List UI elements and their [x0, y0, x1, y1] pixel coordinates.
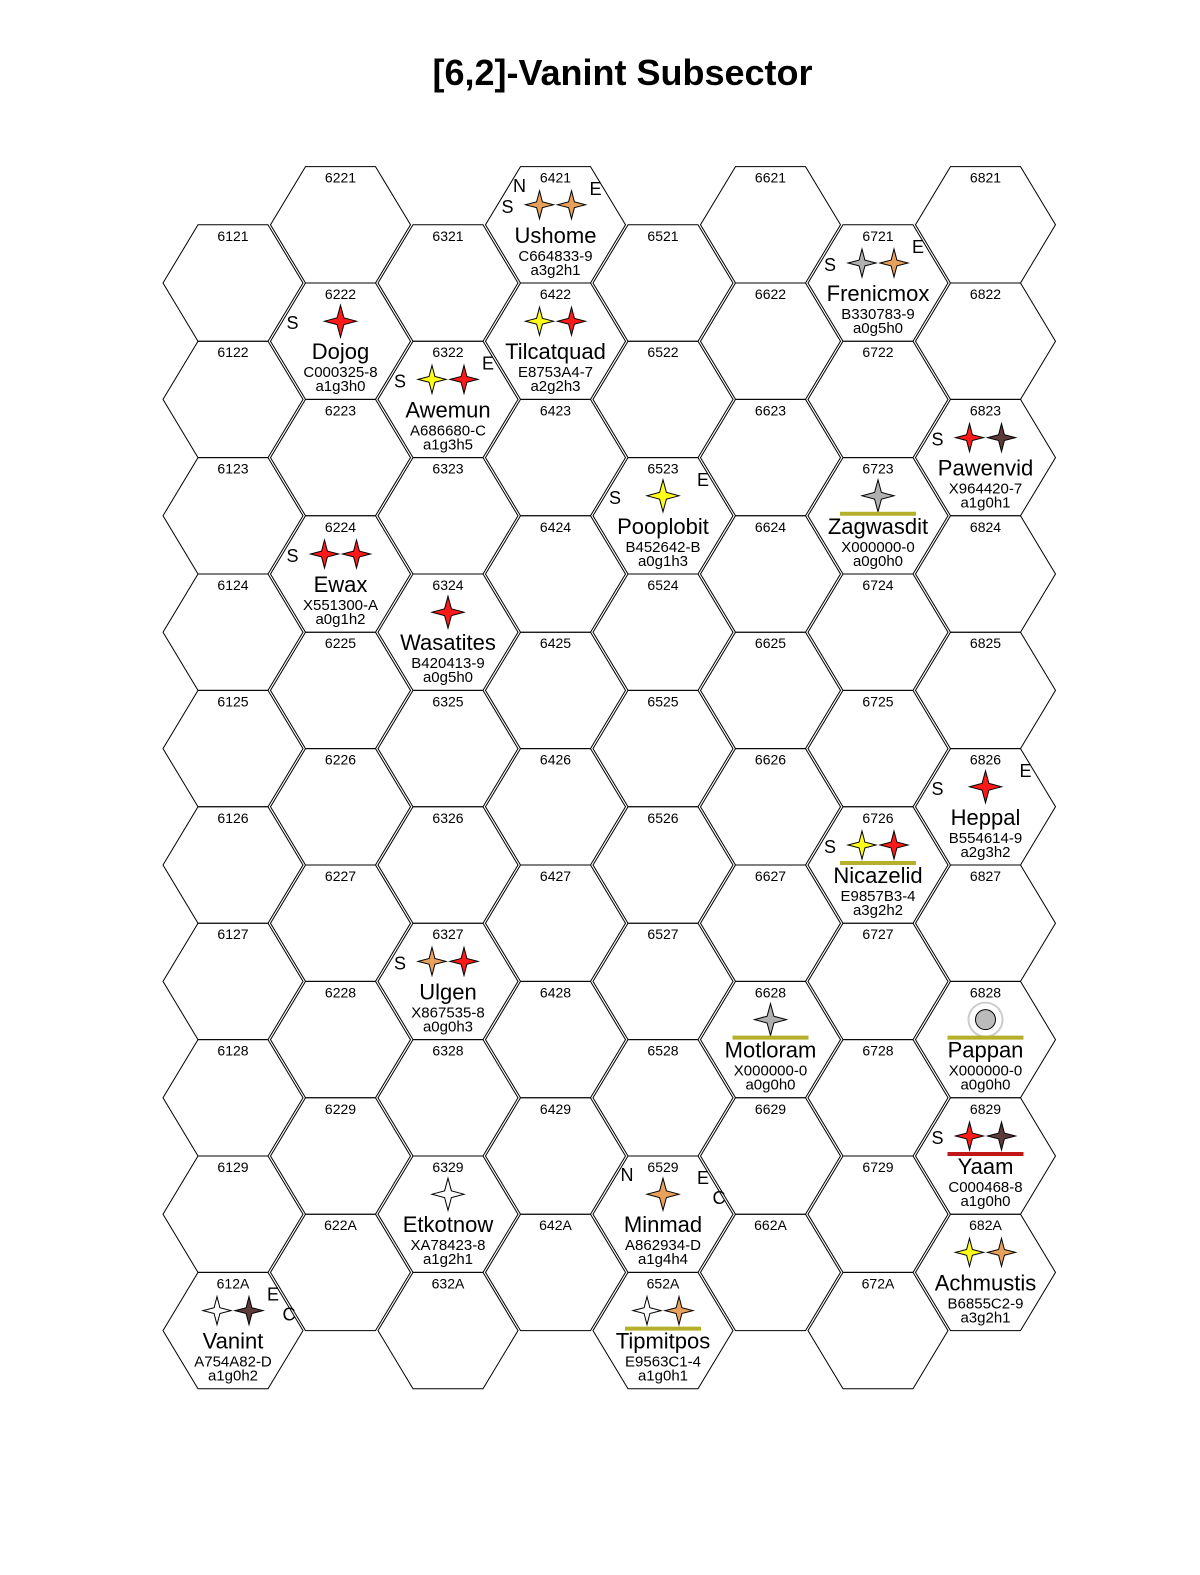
hex-cell[interactable] — [808, 1040, 948, 1156]
hex-number: 652A — [646, 1275, 680, 1292]
world-flag-e: E — [911, 237, 925, 257]
world-codes: a1g3h0 — [315, 378, 366, 396]
star-yellow-icon — [848, 831, 876, 859]
hex-cell[interactable] — [163, 225, 303, 341]
world-uwp: A754A82-D — [194, 1353, 272, 1371]
hex-cell[interactable] — [486, 1098, 626, 1214]
world-name: Dojog — [311, 339, 370, 365]
hex-number: 6527 — [647, 926, 679, 943]
hex-number: 6327 — [432, 926, 464, 943]
star-yellow-icon — [956, 1238, 984, 1266]
star-orange-icon — [418, 947, 446, 975]
hex-cell[interactable] — [486, 516, 626, 632]
hex-cell[interactable] — [486, 749, 626, 865]
hex-number: 6127 — [217, 926, 249, 943]
hex-number: 6724 — [862, 577, 894, 593]
hex-grid — [163, 167, 1056, 1389]
star-gray-icon — [755, 1004, 787, 1036]
hex-cell[interactable] — [378, 807, 518, 923]
hex-number: 6421 — [539, 169, 572, 186]
world-name: Frenicmox — [826, 281, 930, 306]
hex-number: 6125 — [217, 693, 249, 710]
star-red-icon — [450, 947, 478, 975]
world-name: Pooplobit — [617, 513, 709, 539]
hex-number: 6623 — [754, 402, 787, 419]
world-codes: a1g0h0 — [960, 1193, 1011, 1210]
world-ewax[interactable] — [286, 540, 378, 628]
world-name: Yaam — [957, 1154, 1014, 1179]
hex-number: 6729 — [862, 1159, 894, 1175]
star-white-icon — [432, 1178, 464, 1210]
hex-cell[interactable] — [486, 1214, 626, 1330]
hex-cell[interactable] — [163, 458, 303, 574]
hex-number: 6624 — [754, 518, 787, 535]
hex-cell[interactable] — [271, 865, 411, 981]
world-uwp: X000000-0 — [841, 538, 915, 556]
hex-number: 6528 — [647, 1042, 679, 1059]
hex-number: 6227 — [324, 868, 357, 884]
world-name: Awemun — [405, 397, 491, 423]
hex-cell[interactable] — [916, 865, 1056, 981]
hex-cell[interactable] — [701, 167, 841, 283]
world-achmustis[interactable] — [935, 1238, 1036, 1326]
world-codes: a3g2h2 — [852, 902, 904, 919]
world-flag-e: E — [481, 353, 495, 374]
hex-cell[interactable] — [271, 749, 411, 865]
hex-number: 6521 — [647, 227, 679, 244]
world-codes: a1g3h5 — [422, 436, 474, 454]
world-name: Pappan — [947, 1037, 1024, 1063]
world-heppal[interactable] — [931, 761, 1031, 861]
hex-number: 6626 — [754, 751, 787, 768]
hex-number: 682A — [969, 1217, 1002, 1234]
star-red-icon — [325, 305, 357, 337]
star-orange-icon — [665, 1297, 693, 1325]
world-uwp: XA78423-8 — [410, 1237, 486, 1255]
hex-number: 6225 — [324, 635, 357, 652]
hex-cell[interactable] — [701, 1214, 841, 1330]
world-flag-s: S — [823, 255, 837, 275]
hex-number: 6122 — [217, 344, 249, 361]
world-codes: a0g1h3 — [637, 552, 689, 570]
star-white-icon — [633, 1297, 661, 1325]
star-red-icon — [956, 1122, 984, 1150]
world-flag-n: N — [620, 1165, 634, 1186]
world-layer — [194, 176, 1036, 1385]
hex-number: 6223 — [324, 402, 357, 419]
world-name: Ushome — [514, 222, 597, 248]
world-flag-s: S — [393, 953, 407, 974]
world-flag-s: S — [931, 778, 944, 799]
world-codes: a1g0h1 — [960, 494, 1011, 512]
hex-number: 6126 — [217, 809, 249, 826]
world-name: Vanint — [202, 1328, 264, 1354]
star-red-icon — [450, 365, 478, 393]
star-red-icon — [558, 307, 586, 335]
hex-number: 6426 — [539, 751, 572, 768]
hex-number: 632A — [431, 1275, 465, 1292]
hex-cell[interactable] — [163, 807, 303, 923]
hex-number: 6321 — [432, 227, 464, 244]
star-orange-icon — [558, 191, 586, 219]
world-codes: a2g2h3 — [530, 378, 581, 396]
world-flag-s: S — [931, 1128, 944, 1148]
world-motloram[interactable] — [725, 1004, 817, 1094]
hex-number: 6328 — [432, 1042, 464, 1059]
hex-cell[interactable] — [701, 283, 841, 399]
hex-number: 6224 — [324, 518, 357, 535]
hex-number: 6429 — [539, 1100, 572, 1117]
hex-number: 6824 — [969, 518, 1002, 535]
world-flag-s: S — [393, 371, 407, 392]
world-uwp: X551300-A — [302, 597, 379, 614]
star-yellow-icon — [647, 480, 679, 512]
hex-cell[interactable] — [378, 1040, 518, 1156]
world-name: Minmad — [623, 1212, 703, 1238]
hex-number: 6826 — [969, 751, 1002, 768]
hex-cell[interactable] — [486, 981, 626, 1097]
world-codes: a0g5h0 — [852, 320, 904, 337]
world-flag-s: S — [501, 196, 514, 217]
star-yellow-icon — [526, 307, 554, 335]
hex-number: 6128 — [217, 1042, 249, 1059]
hex-number: 6726 — [862, 809, 894, 826]
hex-number: 6823 — [969, 402, 1002, 419]
world-codes: a1g0h1 — [637, 1367, 689, 1385]
world-flag-e: E — [266, 1284, 280, 1305]
star-brown-icon — [988, 1122, 1016, 1150]
hex-number: 6222 — [324, 286, 357, 302]
world-frenicmox[interactable] — [824, 237, 929, 337]
hex-cell[interactable] — [378, 225, 518, 341]
hex-number: 6524 — [647, 577, 679, 593]
star-orange-icon — [880, 249, 908, 277]
hex-cell[interactable] — [593, 341, 733, 457]
world-flag-c: C — [712, 1188, 726, 1209]
world-awemun[interactable] — [394, 353, 494, 453]
world-uwp: C000325-8 — [303, 364, 378, 382]
world-ushome[interactable] — [501, 176, 601, 279]
world-name: Ewax — [313, 572, 368, 597]
world-name: Tipmitpos — [615, 1328, 711, 1354]
star-red-icon — [311, 540, 339, 568]
hex-cell[interactable] — [701, 399, 841, 515]
world-flag-n: N — [513, 175, 526, 196]
hex-number: 6622 — [754, 286, 787, 302]
hex-cell[interactable] — [701, 632, 841, 748]
world-uwp: B554614-9 — [948, 829, 1023, 847]
hex-cell[interactable] — [271, 399, 411, 515]
hex-number: 6428 — [539, 984, 572, 1001]
hex-cell[interactable] — [916, 167, 1056, 283]
hex-number: 6121 — [217, 227, 249, 244]
world-ulgen[interactable] — [394, 947, 485, 1035]
hex-number: 6522 — [647, 344, 679, 361]
world-name: Tilcatquad — [505, 339, 606, 365]
star-red-icon — [970, 771, 1002, 803]
star-red-icon — [432, 596, 464, 628]
world-nicazelid[interactable] — [824, 831, 923, 919]
hex-number: 6129 — [217, 1159, 249, 1175]
hex-number: 6424 — [539, 518, 572, 535]
hex-number: 622A — [324, 1217, 357, 1234]
hex-cell[interactable] — [593, 574, 733, 690]
world-flag-e: E — [696, 1168, 710, 1189]
hex-cell[interactable] — [808, 574, 948, 690]
world-codes: a1g4h4 — [637, 1251, 689, 1269]
hex-cell[interactable] — [808, 690, 948, 806]
hex-number: 6825 — [969, 635, 1002, 652]
hex-cell[interactable] — [593, 1040, 733, 1156]
world-codes: a3g2h1 — [530, 261, 581, 279]
hex-cell[interactable] — [163, 690, 303, 806]
world-uwp: B330783-9 — [841, 306, 915, 323]
hex-cell[interactable] — [808, 1272, 948, 1388]
hex-cell[interactable] — [808, 1156, 948, 1272]
world-codes: a0g0h3 — [422, 1018, 474, 1036]
world-name: Nicazelid — [833, 863, 923, 888]
hex-cell[interactable] — [701, 865, 841, 981]
hex-cell[interactable] — [593, 923, 733, 1039]
world-name: Achmustis — [934, 1270, 1037, 1296]
hex-cell[interactable] — [271, 632, 411, 748]
world-uwp: C000468-8 — [948, 1179, 1023, 1196]
hex-cell[interactable] — [271, 167, 411, 283]
hex-number: 6723 — [862, 460, 894, 477]
star-brown-icon — [988, 424, 1016, 452]
hex-cell[interactable] — [808, 923, 948, 1039]
hex-number: 6423 — [539, 402, 572, 419]
hex-number: 6629 — [754, 1100, 787, 1117]
world-uwp: C664833-9 — [518, 247, 593, 265]
world-name: Motloram — [724, 1037, 817, 1063]
star-white-icon — [203, 1297, 231, 1325]
hex-number: 6226 — [324, 751, 357, 768]
hex-number: 6124 — [217, 577, 249, 593]
hex-number: 6523 — [647, 460, 679, 477]
hex-number: 642A — [539, 1217, 572, 1234]
hex-number: 6325 — [432, 693, 464, 710]
world-uwp: X867535-8 — [411, 1004, 485, 1022]
world-flag-s: S — [608, 487, 622, 508]
world-uwp: X000000-0 — [733, 1062, 808, 1080]
hex-number: 6628 — [754, 984, 787, 1001]
star-orange-icon — [647, 1178, 679, 1210]
world-name: Etkotnow — [402, 1212, 494, 1238]
world-name: Wasatites — [400, 630, 496, 656]
hex-cell[interactable] — [808, 341, 948, 457]
hex-number: 6822 — [969, 286, 1002, 302]
world-tipmitpos[interactable] — [616, 1297, 711, 1385]
world-uwp: B420413-9 — [411, 655, 485, 673]
hex-number: 6721 — [862, 227, 894, 244]
hex-number: 6621 — [754, 169, 787, 186]
hex-cell[interactable] — [593, 807, 733, 923]
world-codes: a0g5h0 — [422, 669, 474, 687]
hex-cell[interactable] — [378, 458, 518, 574]
hex-cell[interactable] — [163, 923, 303, 1039]
hex-number: 6326 — [432, 809, 464, 826]
hex-cell[interactable] — [378, 690, 518, 806]
hex-number: 6827 — [969, 868, 1002, 884]
hex-cell[interactable] — [378, 1272, 518, 1388]
page-title: [6,2]-Vanint Subsector — [432, 52, 813, 93]
hex-number: 6722 — [862, 344, 894, 361]
hex-number: 6329 — [432, 1159, 464, 1175]
world-codes: a0g1h2 — [315, 611, 366, 628]
world-wasatites[interactable] — [400, 596, 496, 686]
world-flag-s: S — [286, 313, 299, 334]
hex-number: 6228 — [324, 984, 357, 1001]
hex-number: 6123 — [217, 460, 249, 477]
star-brown-icon — [235, 1297, 263, 1325]
hex-number: 6322 — [432, 344, 464, 361]
world-uwp: E9857B3-4 — [840, 888, 916, 905]
world-codes: a0g0h0 — [960, 1076, 1011, 1094]
world-etkotnow[interactable] — [403, 1178, 494, 1268]
world-codes: a0g0h0 — [852, 552, 904, 570]
world-dojog[interactable] — [286, 305, 377, 395]
world-uwp: X964420-7 — [948, 480, 1023, 498]
hex-number: 6525 — [647, 693, 679, 710]
world-uwp: A686680-C — [410, 422, 486, 440]
world-flag-e: E — [1019, 760, 1032, 781]
hex-cell[interactable] — [163, 341, 303, 457]
hex-number: 6425 — [539, 635, 572, 652]
hex-number: 6727 — [862, 926, 894, 943]
world-codes: a1g0h2 — [207, 1367, 259, 1385]
hex-number: 672A — [861, 1275, 895, 1292]
hex-number: 6725 — [862, 693, 894, 710]
hex-cell[interactable] — [593, 690, 733, 806]
hex-cell[interactable] — [163, 1156, 303, 1272]
hex-cell[interactable] — [593, 225, 733, 341]
hex-cell[interactable] — [486, 632, 626, 748]
world-uwp: X000000-0 — [948, 1062, 1023, 1080]
world-pawenvid[interactable] — [931, 424, 1033, 512]
hex-cell[interactable] — [916, 632, 1056, 748]
hex-number: 6229 — [324, 1100, 357, 1117]
hex-cell[interactable] — [701, 749, 841, 865]
hex-number: 6821 — [969, 169, 1002, 186]
planet-icon — [976, 1010, 996, 1030]
world-flag-e: E — [696, 469, 710, 490]
hex-number: 6627 — [754, 868, 787, 884]
star-gray-icon — [848, 249, 876, 277]
star-red-icon — [956, 424, 984, 452]
world-tilcatquad[interactable] — [505, 307, 606, 395]
world-name: Zagwasdit — [827, 513, 929, 539]
star-gray-icon — [862, 480, 894, 512]
world-flag-s: S — [823, 837, 837, 857]
world-zagwasdit[interactable] — [828, 480, 928, 570]
hex-number: 6529 — [647, 1159, 679, 1175]
hex-number: 6427 — [539, 868, 572, 884]
world-codes: a3g2h1 — [960, 1309, 1011, 1327]
hex-cell[interactable] — [701, 516, 841, 632]
world-uwp: A862934-D — [625, 1237, 701, 1255]
hex-cell[interactable] — [271, 1098, 411, 1214]
hex-number: 6221 — [324, 169, 357, 186]
hex-number: 662A — [754, 1217, 787, 1234]
star-orange-icon — [526, 191, 554, 219]
hex-number: 6526 — [647, 809, 679, 826]
hex-number: 612A — [216, 1275, 250, 1292]
world-name: Ulgen — [419, 979, 477, 1005]
world-name: Heppal — [950, 804, 1021, 830]
hex-cell[interactable] — [916, 516, 1056, 632]
world-codes: a1g2h1 — [422, 1251, 474, 1269]
world-codes: a2g3h2 — [960, 843, 1011, 861]
hex-number: 6625 — [754, 635, 787, 652]
hex-number: 6324 — [432, 577, 464, 593]
world-uwp: B6855C2-9 — [947, 1295, 1024, 1313]
star-red-icon — [880, 831, 908, 859]
star-yellow-icon — [418, 365, 446, 393]
hex-number: 6728 — [862, 1042, 894, 1059]
world-vanint[interactable] — [194, 1285, 295, 1385]
hex-number: 6323 — [432, 460, 464, 477]
star-red-icon — [343, 540, 371, 568]
hex-cell[interactable] — [163, 574, 303, 690]
world-flag-e: E — [589, 178, 602, 199]
world-flag-c: C — [282, 1304, 296, 1325]
hex-cell[interactable] — [486, 865, 626, 981]
hex-cell[interactable] — [163, 1040, 303, 1156]
world-flag-s: S — [286, 546, 299, 566]
world-yaam[interactable] — [931, 1122, 1023, 1210]
world-flag-s: S — [931, 429, 944, 450]
hex-number: 6829 — [969, 1100, 1002, 1117]
world-uwp: B452642-B — [625, 538, 701, 556]
world-uwp: E9563C1-4 — [625, 1353, 701, 1371]
hex-number: 6422 — [539, 286, 572, 302]
hex-cell[interactable] — [486, 399, 626, 515]
hex-number: 6828 — [969, 984, 1002, 1001]
world-name: Pawenvid — [937, 455, 1034, 481]
world-codes: a0g0h0 — [745, 1076, 796, 1094]
hex-cell[interactable] — [916, 283, 1056, 399]
world-pappan[interactable] — [948, 1003, 1024, 1094]
star-orange-icon — [988, 1238, 1016, 1266]
hex-cell[interactable] — [271, 981, 411, 1097]
world-uwp: E8753A4-7 — [517, 364, 594, 382]
world-pooplobit[interactable] — [609, 470, 709, 570]
